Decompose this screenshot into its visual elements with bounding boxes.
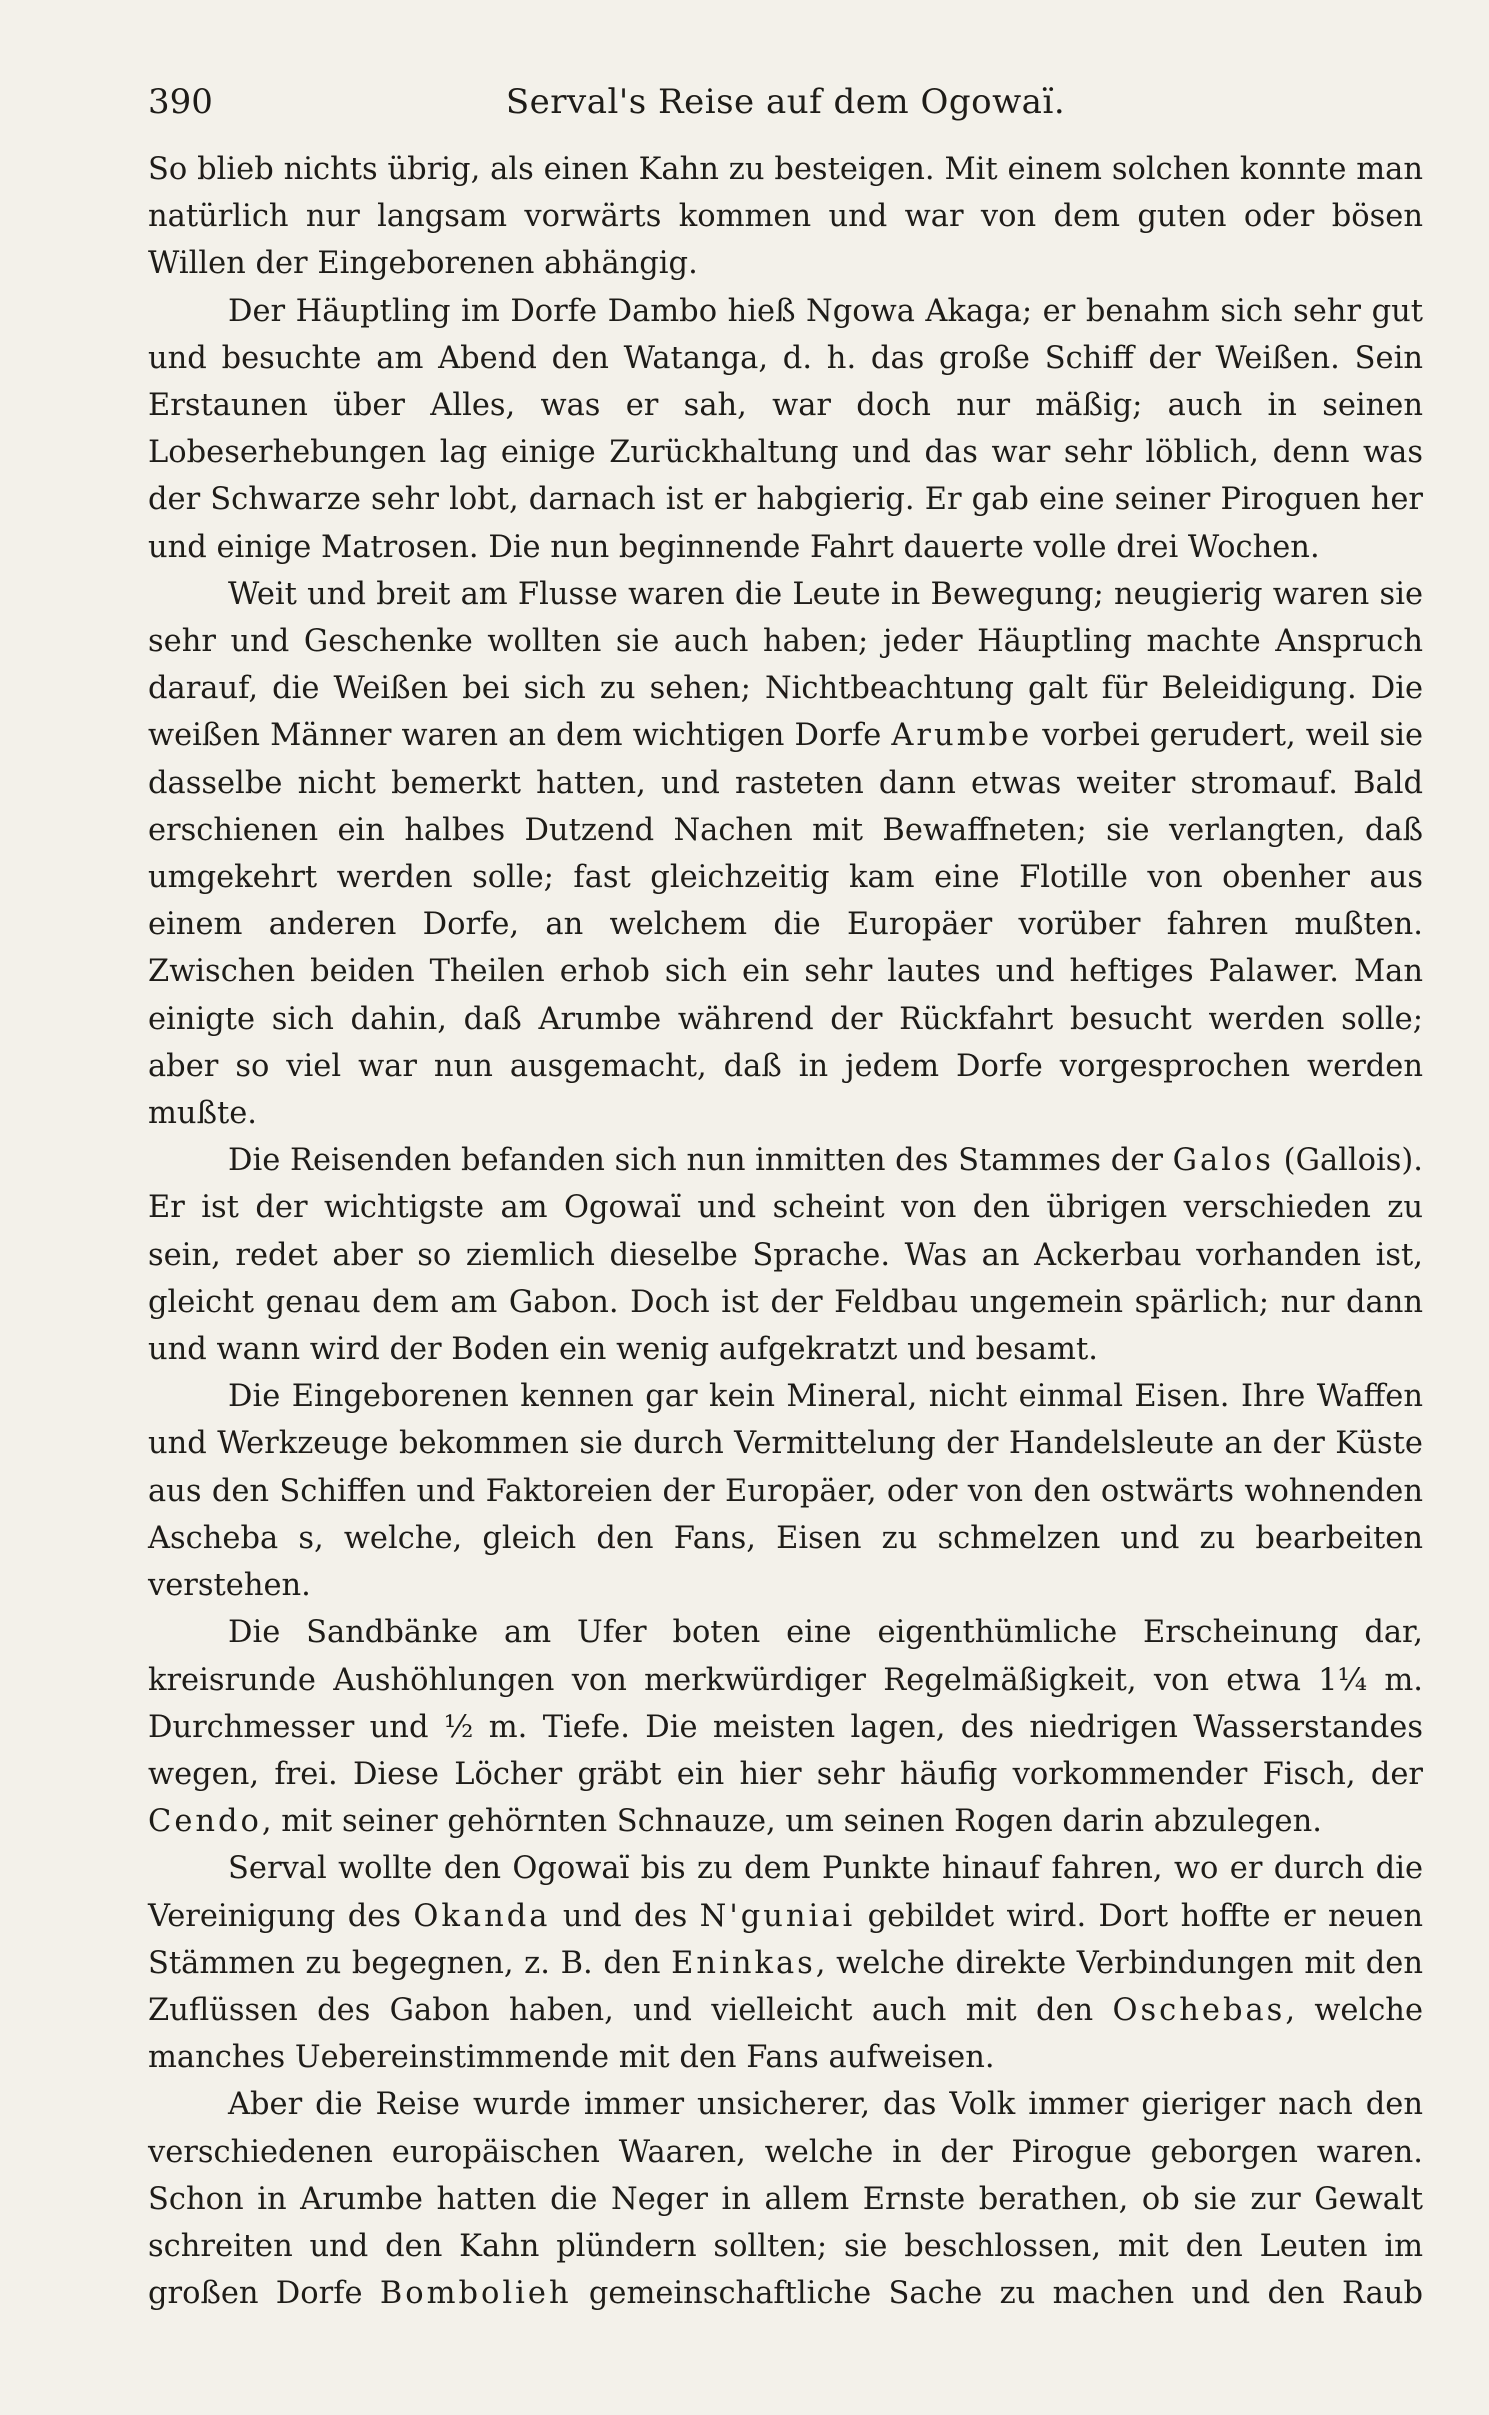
running-title: Serval's Reise auf dem Ogowaï.: [505, 82, 1066, 122]
paragraph-text: , welche direkte Verbindungen mit den Zuflüssen des Gabon haben, und vielleicht auch mit den: [148, 1945, 1423, 2028]
fish-name-spaced: Cendo: [148, 1804, 262, 1840]
tribe-name-spaced: Oschebas: [1112, 1992, 1286, 2028]
paragraph-text: gemeinschaftliche Sache zu machen und den Raub: [571, 2276, 1423, 2312]
paragraph-text: , welche manches Uebereinstimmende mit den Fans aufweisen.: [148, 1992, 1424, 2076]
body-text: [148, 146, 1423, 2317]
place-name-spaced: Arumbe: [891, 718, 1033, 754]
paragraph-8: [148, 2081, 1423, 2317]
paragraph-3: [148, 571, 1423, 1137]
paragraph-text: Weit und breit am Flusse waren die Leute in Bewegung; neugierig waren sie sehr und Geschenke wollten sie auch haben; jeder Häuptling machte Anspruch darauf, die Weißen bei sich zu sehen; Nichtbeachtung galt für Beleidigung. Die weißen Männer waren an dem wichtigen Dorfe: [148, 576, 1423, 754]
paragraph-5: [148, 1373, 1423, 1609]
tribe-name-spaced: Eninkas: [671, 1945, 816, 1981]
paragraph-2: [148, 288, 1423, 571]
river-name-spaced: Okanda: [413, 1898, 551, 1934]
village-name-spaced: Bombolieh: [379, 2276, 572, 2312]
paragraph-text: und des: [550, 1898, 700, 1934]
paragraph-7: [148, 1845, 1423, 2081]
paragraph-text: (Gallois). Er ist der wichtigste am Ogowaï und scheint von den übrigen verschieden zu sein, redet aber so ziemlich dieselbe Sprache. Was an Ackerbau vorhanden ist, gleicht genau dem am Gabon. Doch ist der Feldbau ungemein spärlich; nur dann und wann wird der Boden ein wenig aufgekratzt und besamt.: [148, 1143, 1423, 1368]
paragraph-text: Der Häuptling im Dorfe Dambo hieß Ngowa Akaga; er benahm sich sehr gut und besuchte am Abend den Watanga, d. h. das große Schiff der Weißen. Sein Erstaunen über Alles, was er sah, war doch nur mäßig; auch in seinen Lobeserhebungen lag einige Zurückhaltung und das war sehr löblich, denn was der Schwarze sehr lobt, darnach ist er habgierig. Er gab eine seiner Piroguen her und einige Matrosen. Die nun beginnende Fahrt dauerte volle drei Wochen.: [148, 293, 1423, 565]
paragraph-text: Die Eingeborenen kennen gar kein Mineral, nicht einmal Eisen. Ihre Waffen und Werkzeuge bekommen sie durch Vermittelung der Handelsleute an der Küste aus den Schiffen und Faktoreien der Europäer, oder von den ostwärts wohnenden Ascheba s, welche, gleich den Fans, Eisen zu schmelzen und zu bearbeiten verstehen.: [148, 1379, 1423, 1604]
paragraph-text: Serval wollte den Ogowaï bis zu dem Punkte hinauf fahren, wo er durch die Vereinigung des: [148, 1851, 1423, 1934]
page-number: 390: [148, 82, 213, 122]
paragraph-6: [148, 1609, 1423, 1845]
paragraph-text: vorbei gerudert, weil sie dasselbe nicht bemerkt hatten, und rasteten dann etwas weiter stromauf. Bald erschienen ein halbes Dutzend Nachen mit Bewaffneten; sie verlangten, daß umgekehrt werden solle; fast gleichzeitig kam eine Flotille von obenher aus einem anderen Dorfe, an welchem die Europäer vorüber fahren mußten. Zwischen beiden Theilen erhob sich ein sehr lautes und heftiges Palawer. Man einigte sich dahin, daß Arumbe während der Rückfahrt besucht werden solle; aber so viel war nun ausgemacht, daß in jedem Dorfe vorgesprochen werden mußte.: [148, 718, 1424, 1132]
paragraph-text: , mit seiner gehörnten Schnauze, um seinen Rogen darin abzulegen.: [261, 1804, 1322, 1840]
paragraph-text: Aber die Reise wurde immer unsicherer, das Volk immer gieriger nach den verschiedenen europäischen Waaren, welche in der Pirogue geborgen waren. Schon in Arumbe hatten die Neger in allem Ernste berathen, ob sie zur Gewalt schreiten und den Kahn plündern sollten; sie beschlossen, mit den Leuten im großen Dorfe: [148, 2087, 1423, 2312]
paragraph-1: [148, 146, 1423, 288]
paragraph-4: [148, 1137, 1423, 1373]
paragraph-text: Die Sandbänke am Ufer boten eine eigenthümliche Erscheinung dar, kreisrunde Aushöhlungen von merkwürdiger Regelmäßigkeit, von etwa 1¼ m. Durchmesser und ½ m. Tiefe. Die meisten lagen, des niedrigen Wasserstandes wegen, frei. Diese Löcher gräbt ein hier sehr häufig vorkommender Fisch, der: [148, 1615, 1423, 1792]
river-name-spaced: N'guniai: [699, 1898, 856, 1934]
paragraph-text: gebildet wird. Dort hoffte er neuen Stämmen zu begegnen, z. B. den: [148, 1898, 1424, 1981]
tribe-name-spaced: Galos: [1172, 1143, 1274, 1179]
paragraph-text: Die Reisenden befanden sich nun inmitten des Stammes der: [228, 1143, 1173, 1179]
paragraph-text: So blieb nichts übrig, als einen Kahn zu besteigen. Mit einem solchen konnte man natürlich nur langsam vorwärts kommen und war von dem guten oder bösen Willen der Eingeborenen abhängig.: [148, 152, 1423, 282]
running-head: [148, 72, 1423, 132]
